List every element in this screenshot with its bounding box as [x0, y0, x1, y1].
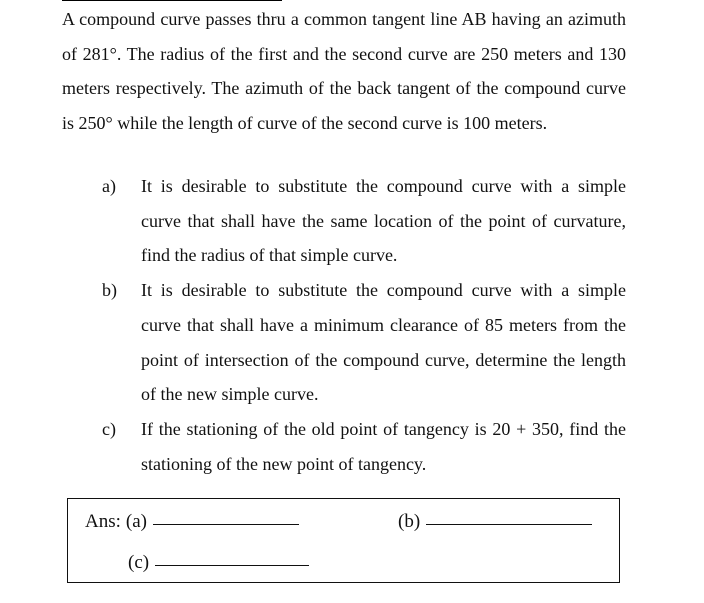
sub-question-list: [62, 169, 626, 481]
answer-a-blank[interactable]: [153, 523, 299, 525]
sub-question-c: [62, 412, 626, 481]
sub-question-marker: b): [102, 280, 117, 301]
answer-a-label: (a): [125, 511, 147, 532]
answer-b-blank[interactable]: [426, 523, 592, 525]
sub-question-marker: a): [102, 176, 116, 196]
problem-statement: A compound curve passes thru a common tangent line AB having an azimuth of 281°. The radius of the first and the second curve are 250 meters and 130 meters respectively. The azimuth of the back tangent of the compound curve is 250° while the length of curve of the second curve is 100 meters.: [62, 9, 626, 134]
sub-question-b: [62, 273, 626, 412]
answer-c-blank[interactable]: [155, 564, 309, 566]
sub-question-a: [62, 169, 626, 273]
answer-box: [67, 498, 620, 583]
sub-question-marker: c): [102, 418, 116, 439]
sub-question-text: It is desirable to substitute the compound curve with a simple curve that shall have the same location of the point of curvature, find the radius of that simple curve.: [141, 176, 626, 266]
sub-question-text: If the stationing of the old point of tangency is 20 + 350, find the stationing of the new point of tangency.: [141, 418, 626, 474]
top-rule: [62, 0, 282, 1]
sub-question-text: It is desirable to substitute the compound curve with a simple curve that shall have a minimum clearance of 85 meters from the point of intersection of the compound curve, determine the length of the new simple curve.: [141, 280, 626, 405]
answer-row-c: [128, 552, 309, 574]
answer-row-b: [398, 511, 592, 533]
answer-row-a: [85, 511, 299, 533]
answer-prefix: Ans:: [85, 511, 121, 532]
answer-c-label: (c): [128, 552, 150, 573]
answer-b-label: (b): [398, 511, 421, 532]
